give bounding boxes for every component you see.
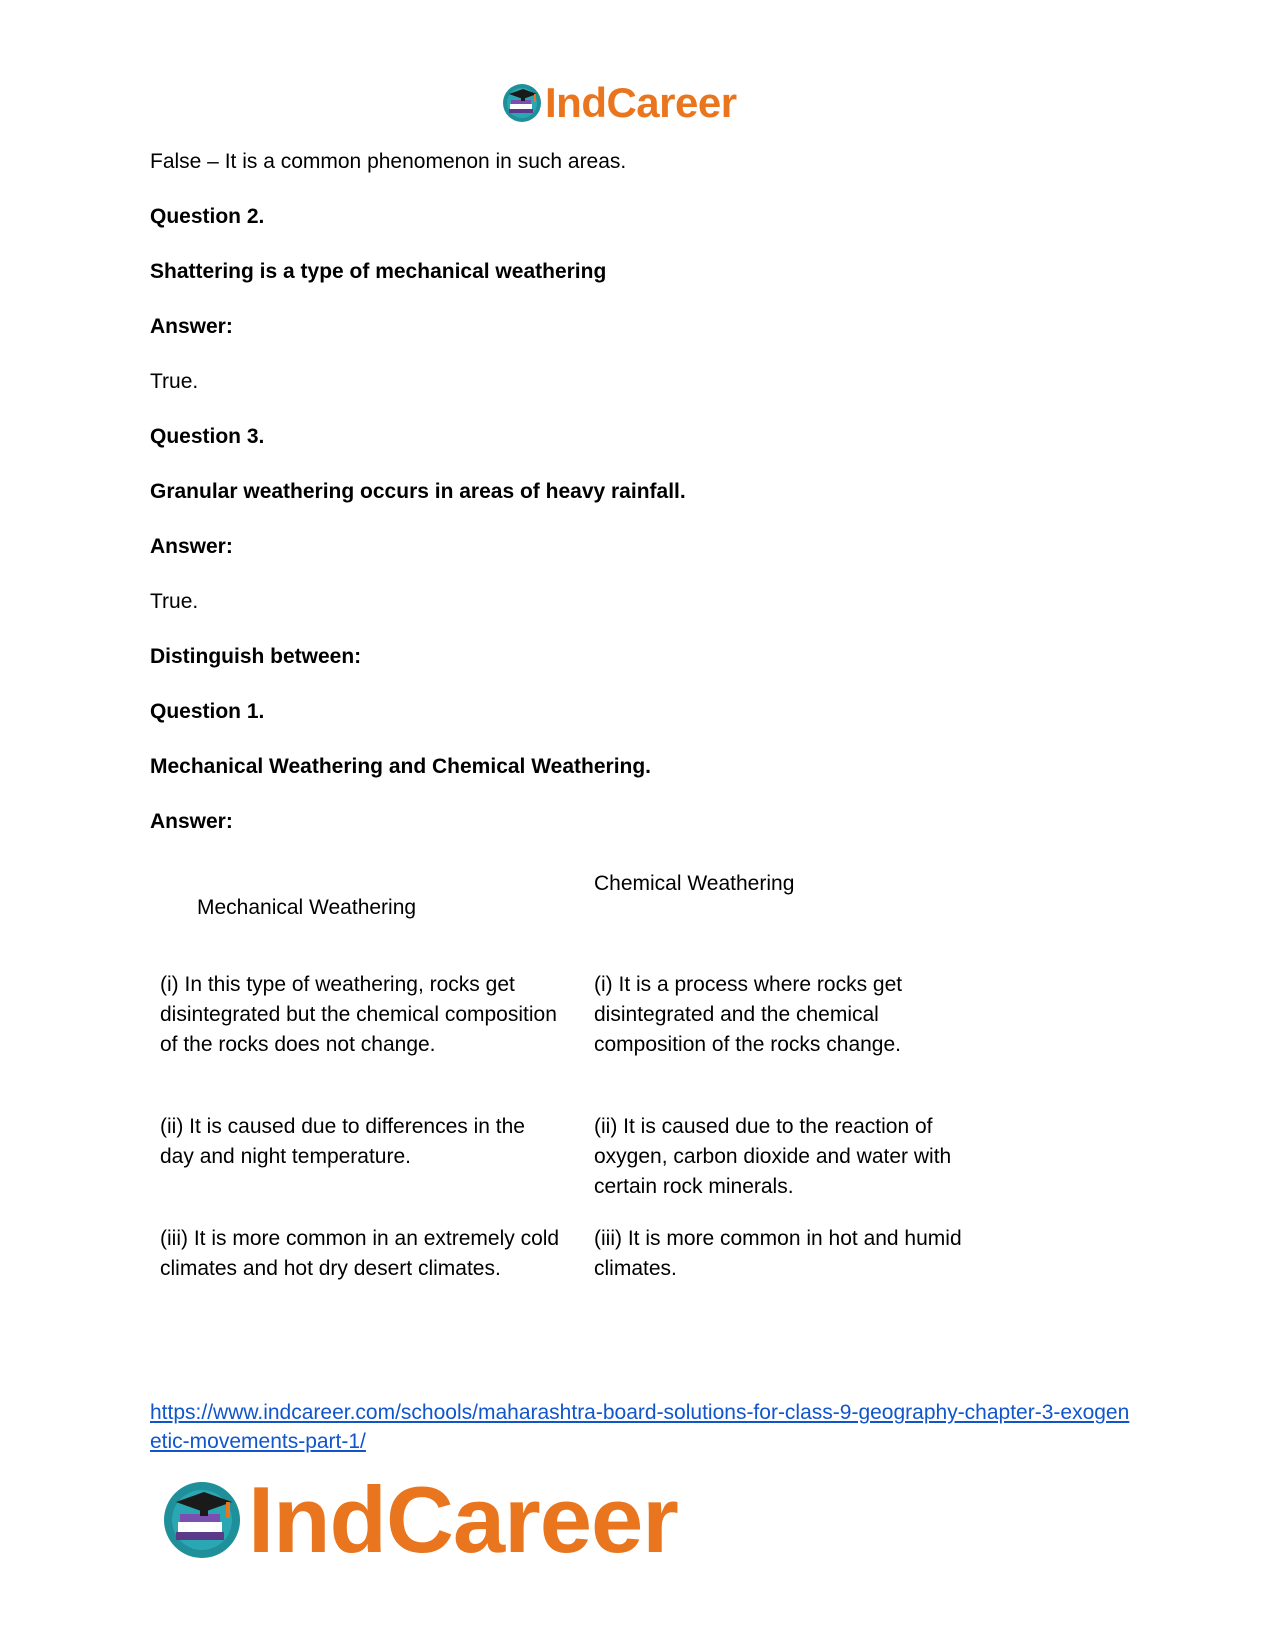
question-3-text: Granular weathering occurs in areas of heavy rainfall. [150, 480, 686, 503]
question-2-label: Question 2. [150, 205, 265, 228]
graduation-book-icon [501, 82, 543, 124]
document-body [150, 148, 1130, 863]
indcareer-logo-top [501, 80, 737, 126]
table-cell-mechanical: (i) In this type of weathering, rocks get disintegrated but the chemical composition of the rocks does not change. [160, 973, 557, 1056]
section-heading: Distinguish between: [150, 645, 362, 668]
table-header-mechanical: Mechanical Weathering [197, 896, 417, 919]
question-3-label: Question 3. [150, 425, 265, 448]
brand-name: IndCareer [248, 1467, 678, 1572]
distinguish-question-1-answer-label: Answer: [150, 810, 233, 833]
distinguish-question-1-label: Question 1. [150, 700, 265, 723]
table-cell-mechanical: (ii) It is caused due to differences in the day and night temperature. [160, 1115, 525, 1168]
table-cell-chemical: (ii) It is caused due to the reaction of oxygen, carbon dioxide and water with certain rock minerals. [594, 1115, 952, 1198]
graduation-book-icon [160, 1478, 244, 1562]
question-2-answer: True. [150, 370, 199, 393]
table-cell-mechanical: (iii) It is more common in an extremely cold climates and hot dry desert climates. [160, 1227, 560, 1280]
intro-text: False – It is a common phenomenon in such areas. [150, 150, 627, 173]
table-header-chemical: Chemical Weathering [594, 872, 795, 895]
question-2-text: Shattering is a type of mechanical weathering [150, 260, 607, 283]
question-3-answer: True. [150, 590, 199, 613]
table-cell-chemical: (i) It is a process where rocks get disintegrated and the chemical composition of the rocks change. [594, 973, 903, 1056]
source-link[interactable]: https://www.indcareer.com/schools/maharashtra-board-solutions-for-class-9-geography-chapter-3-exogenetic-movements-part-1/ [150, 1401, 1130, 1453]
indcareer-logo-bottom [160, 1467, 678, 1572]
table-cell-chemical: (iii) It is more common in hot and humid climates. [594, 1227, 962, 1280]
distinguish-question-1-text: Mechanical Weathering and Chemical Weathering. [150, 755, 652, 778]
brand-name: IndCareer [545, 79, 737, 126]
question-3-answer-label: Answer: [150, 535, 233, 558]
question-2-answer-label: Answer: [150, 315, 233, 338]
